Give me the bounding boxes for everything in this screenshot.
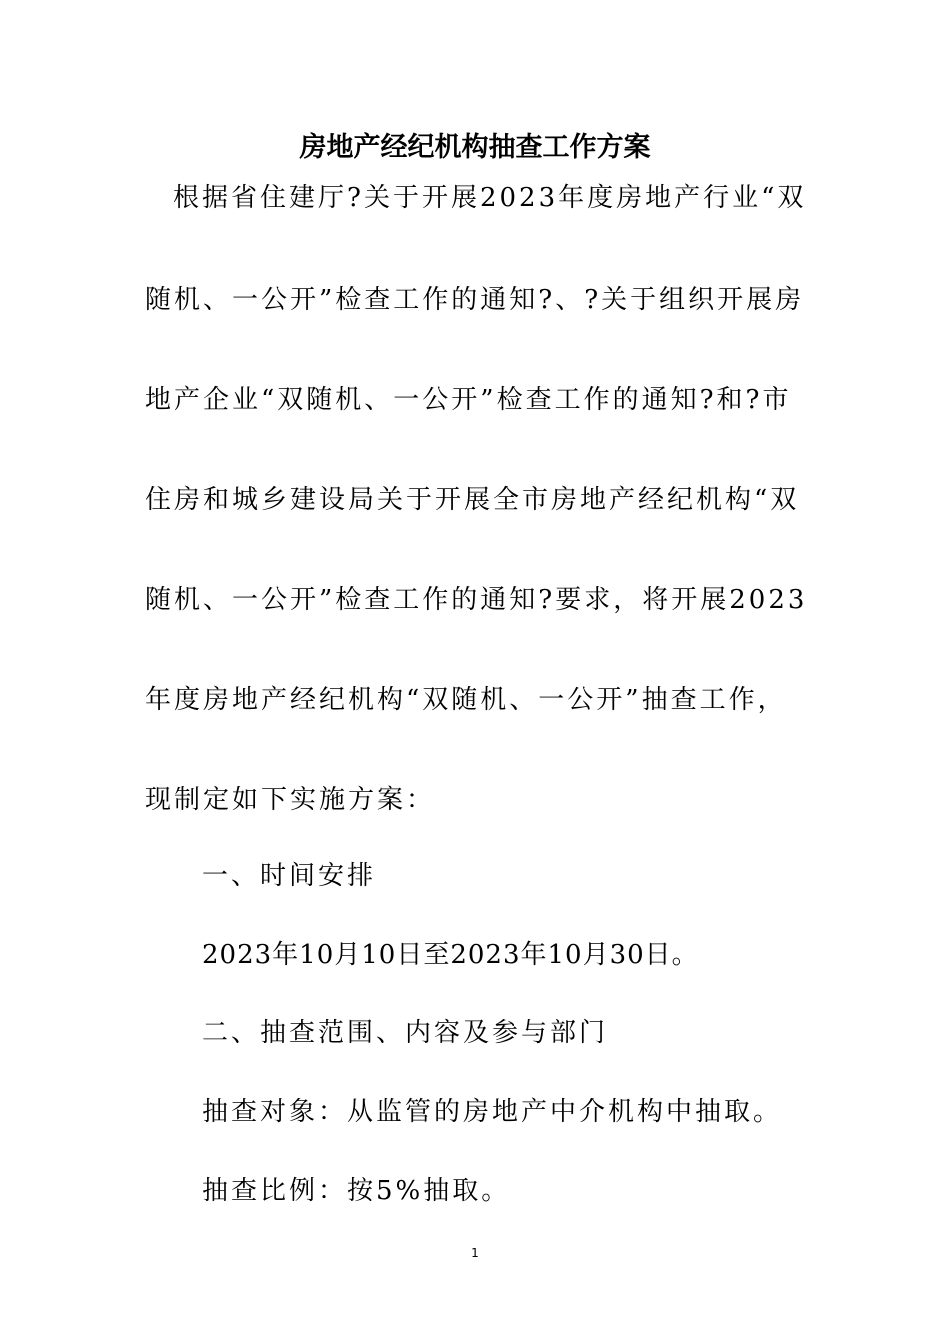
- intro-line-1: 根据省住建厅?关于开展2023年度房地产行业“双: [173, 183, 807, 213]
- section2-object: 抽查对象：从监管的房地产中介机构中抽取。: [202, 1097, 783, 1127]
- intro-line-4: 住房和城乡建设局关于开展全市房地产经纪机构“双: [145, 485, 800, 515]
- section2-heading: 二、抽查范围、内容及参与部门: [202, 1018, 609, 1048]
- intro-line-3: 地产企业“双随机、一公开”检查工作的通知?和?市: [145, 385, 792, 415]
- section1-text: 2023年10月10日至2023年10月30日。: [202, 940, 699, 970]
- intro-line-2: 随机、一公开”检查工作的通知?、?关于组织开展房: [145, 285, 805, 315]
- intro-line-6: 年度房地产经纪机构“双随机、一公开”抽查工作，: [145, 685, 787, 715]
- section1-heading: 一、时间安排: [202, 861, 377, 891]
- document-title: 房地产经纪机构抽查工作方案: [299, 132, 651, 163]
- intro-line-7: 现制定如下实施方案：: [145, 785, 436, 815]
- page-number: 1: [471, 1246, 479, 1260]
- section2-ratio: 抽查比例：按5%抽取。: [202, 1176, 511, 1206]
- intro-line-5: 随机、一公开”检查工作的通知?要求，将开展2023: [145, 585, 808, 615]
